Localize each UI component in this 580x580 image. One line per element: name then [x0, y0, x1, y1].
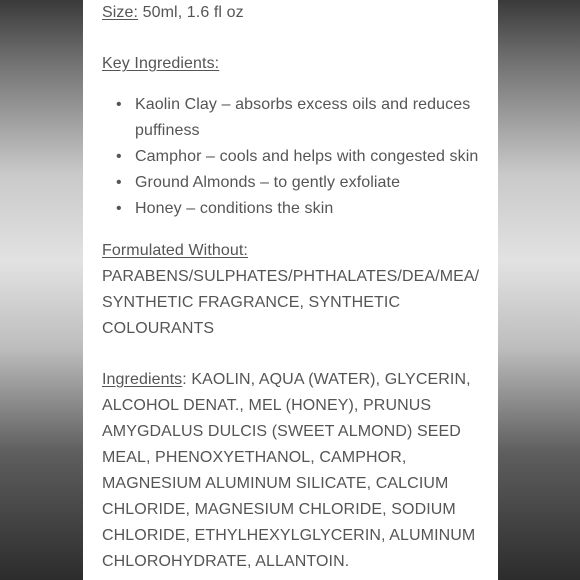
left-blurred-backdrop [0, 0, 83, 580]
list-item: • Camphor – cools and helps with congested skin [116, 144, 484, 170]
list-item: • Kaolin Clay – absorbs excess oils and reduces puffiness [116, 92, 484, 144]
size-value: 50ml, 1.6 fl oz [138, 4, 244, 21]
ingredients-text: : KAOLIN, AQUA (WATER), GLYCERIN, ALCOHOL DENAT., MEL (HONEY), PRUNUS AMYGDALUS DULCIS (SWEET ALMOND) SEED MEAL, PHENOXYETHANOL, CAMPHOR, MAGNESIUM ALUMINUM SILICATE, CALCIUM CHLORIDE, MAGNESIUM CHLORIDE, SODIUM CHLORIDE, ETHYLHEXYLGLYCERIN, ALUMINUM CHLOROHYDRATE, ALLANTOIN. [102, 371, 476, 570]
list-item: • Honey – conditions the skin [116, 196, 484, 222]
list-item: • Ground Almonds – to gently exfoliate [116, 170, 484, 196]
product-description-panel [83, 0, 498, 580]
key-ingredients-list [116, 92, 484, 222]
formulated-without-text: PARABENS/SULPHATES/PHTHALATES/DEA/MEA/ SYNTHETIC FRAGRANCE, SYNTHETIC COLOURANTS [102, 268, 480, 337]
ingredients-paragraph [102, 367, 480, 575]
formulated-without-heading: Formulated Without: [102, 242, 248, 259]
key-ingredients-heading: Key Ingredients: [102, 55, 220, 72]
size-label: Size: [102, 4, 139, 21]
size-line [102, 0, 486, 26]
right-blurred-backdrop [498, 0, 580, 580]
ingredients-label: Ingredients [102, 371, 183, 388]
